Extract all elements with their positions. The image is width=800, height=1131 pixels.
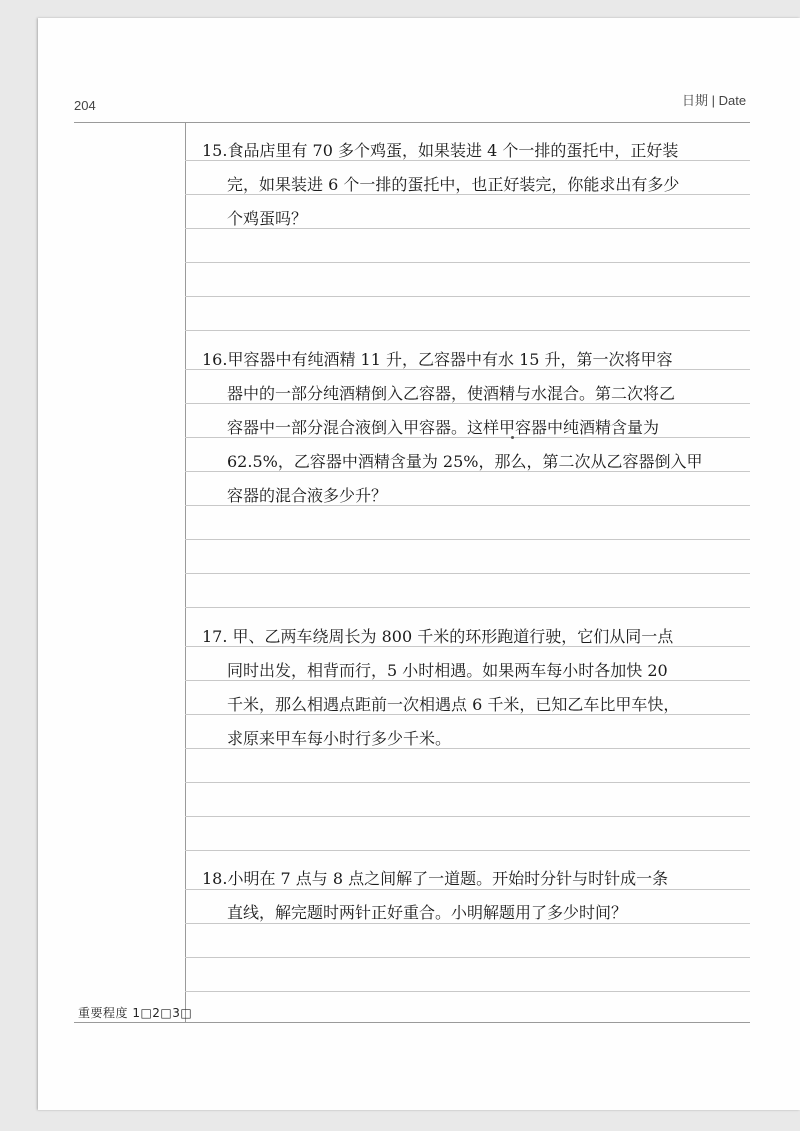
ruled-line (185, 816, 750, 817)
ruled-line (185, 991, 750, 992)
importance-rating: 重要程度 1□2□3□ (78, 1006, 193, 1020)
ruled-line (185, 923, 750, 924)
question-line: 完，如果装进 6 个一排的蛋托中，也正好装完，你能求出有多少 (227, 175, 680, 194)
question-line: 62.5%，乙容器中酒精含量为 25%，那么，第二次从乙容器倒入甲 (227, 452, 703, 471)
question-line: 16.甲容器中有纯酒精 11 升，乙容器中有水 15 升，第一次将甲容 (202, 350, 673, 369)
question-line: 15.食品店里有 70 多个鸡蛋，如果装进 4 个一排的蛋托中，正好装 (202, 141, 679, 160)
question-line: 容器的混合液多少升？ (227, 486, 388, 505)
question-line: 17. 甲、乙两车绕周长为 800 千米的环形跑道行驶，它们从同一点 (202, 627, 674, 646)
ruled-line (185, 296, 750, 297)
ruled-line (185, 782, 750, 783)
ruled-line (185, 607, 750, 608)
ruled-line (185, 573, 750, 574)
question-line: 求原来甲车每小时行多少千米。 (227, 729, 452, 748)
margin-rule (185, 122, 186, 1022)
ruled-line (185, 262, 750, 263)
question-line: 器中的一部分纯酒精倒入乙容器，使酒精与水混合。第二次将乙 (227, 384, 676, 403)
ruled-line (185, 957, 750, 958)
question-line: 直线，解完题时两针正好重合。小明解题用了多少时间？ (227, 903, 628, 922)
bottom-rule (74, 1022, 750, 1023)
ruled-line (185, 330, 750, 331)
question-line: 千米，那么相遇点距前一次相遇点 6 千米，已知乙车比甲车快， (227, 695, 680, 714)
ruled-line (185, 850, 750, 851)
ruled-line (185, 539, 750, 540)
header-rule (74, 122, 750, 123)
question-line: 同时出发，相背而行，5 小时相遇。如果两车每小时各加快 20 (227, 661, 668, 680)
question-line: 容器中一部分混合液倒入甲容器。这样甲容器中纯酒精含量为 (227, 418, 660, 437)
question-line: 个鸡蛋吗？ (227, 209, 308, 228)
page-number: 204 (74, 98, 96, 113)
ruled-line (185, 889, 750, 890)
question-line: 18.小明在 7 点与 8 点之间解了一道题。开始时分针与时针成一条 (202, 869, 669, 888)
date-label: 日期 | Date (682, 93, 747, 108)
